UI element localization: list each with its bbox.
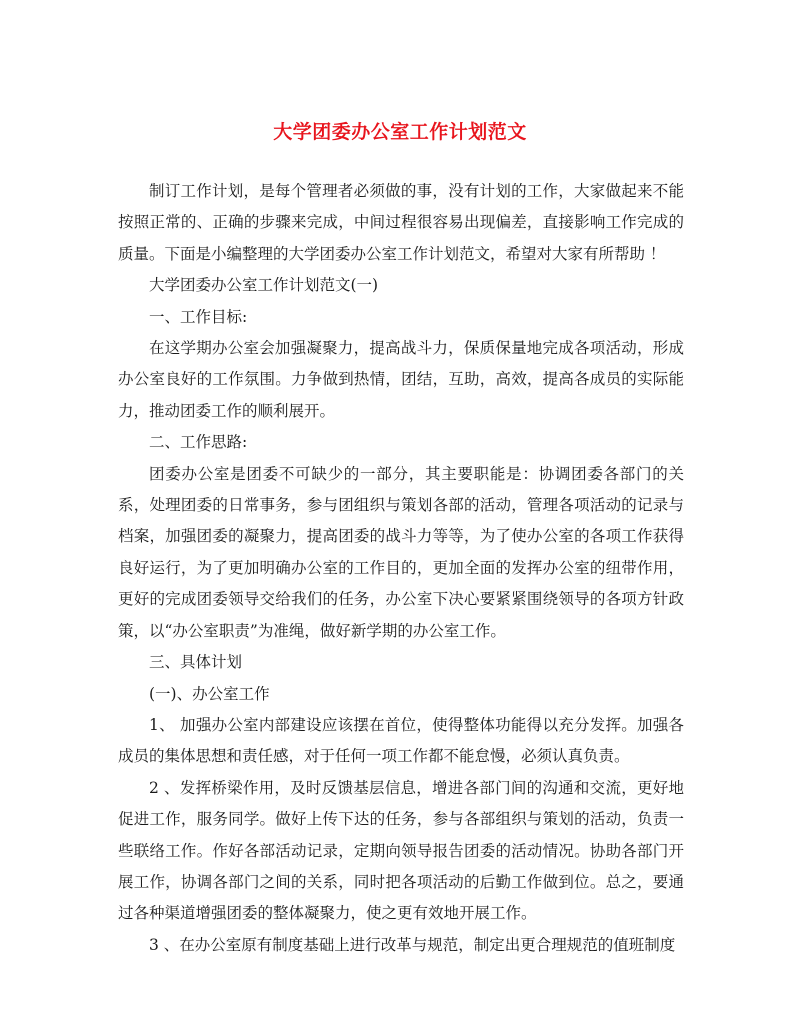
plan-item-3: 3 、在办公室原有制度基础上进行改革与规范，制定出更合理规范的值班制度: [149, 935, 676, 954]
work-ideas-paragraph: 团委办公室是团委不可缺少的一部分，其主要职能是：协调团委各部门的关系，处理团委的日常事务，参与团组织与策划各部的活动，管理各项活动的记录与档案，加强团委的凝聚力，提高团委的战斗力等等，为了使办公室的各项工作获得良好运行，为了更加明确办公室的工作目的，更加全面的发挥办公室的纽带作用，更好的完成团委领导交给我们的任务，办公室下决心要紧紧围绕领导的各项方针政策，以“办公室职责”为准绳，做好新学期的办公室工作。: [118, 464, 684, 640]
heading-office-work: (一)、办公室工作: [149, 684, 270, 703]
section-heading-sample-one: 大学团委办公室工作计划范文(一): [149, 276, 379, 295]
heading-specific-plan: 三、具体计划: [149, 653, 243, 672]
heading-work-goals: 一、工作目标:: [149, 307, 248, 326]
intro-paragraph: 制订工作计划，是每个管理者必须做的事，没有计划的工作，大家做起来不能按照正常的、正确的步骤来完成，中间过程很容易出现偏差，直接影响工作完成的质量。下面是小编整理的大学团委办公室工作计划范文，希望对大家有所帮助 ！: [118, 182, 684, 263]
document-title: 大学团委办公室工作计划范文: [273, 121, 527, 143]
work-goals-paragraph: 在这学期办公室会加强凝聚力，提高战斗力，保质保量地完成各项活动，形成办公室良好的工作氛围。力争做到热情，团结，互助，高效，提高各成员的实际能力，推动团委工作的顺利展开。: [118, 339, 684, 420]
heading-work-ideas: 二、工作思路:: [149, 433, 248, 452]
plan-item-2: 2 、发挥桥梁作用，及时反馈基层信息，增进各部门间的沟通和交流，更好地促进工作，服务同学。做好上传下达的任务，参与各部组织与策划的活动，负责一些联络工作。作好各部活动记录，定期向领导报告团委的活动情况。协助各部门开展工作，协调各部门之间的关系，同时把各项活动的后勤工作做到位。总之，要通过各种渠道增强团委的整体凝聚力，使之更有效地开展工作。: [118, 778, 684, 923]
plan-item-1: 1、 加强办公室内部建设应该摆在首位，使得整体功能得以充分发挥。加强各成员的集体思想和责任感，对于任何一项工作都不能怠慢，必须认真负责。: [118, 715, 684, 766]
document-body: [118, 176, 684, 961]
